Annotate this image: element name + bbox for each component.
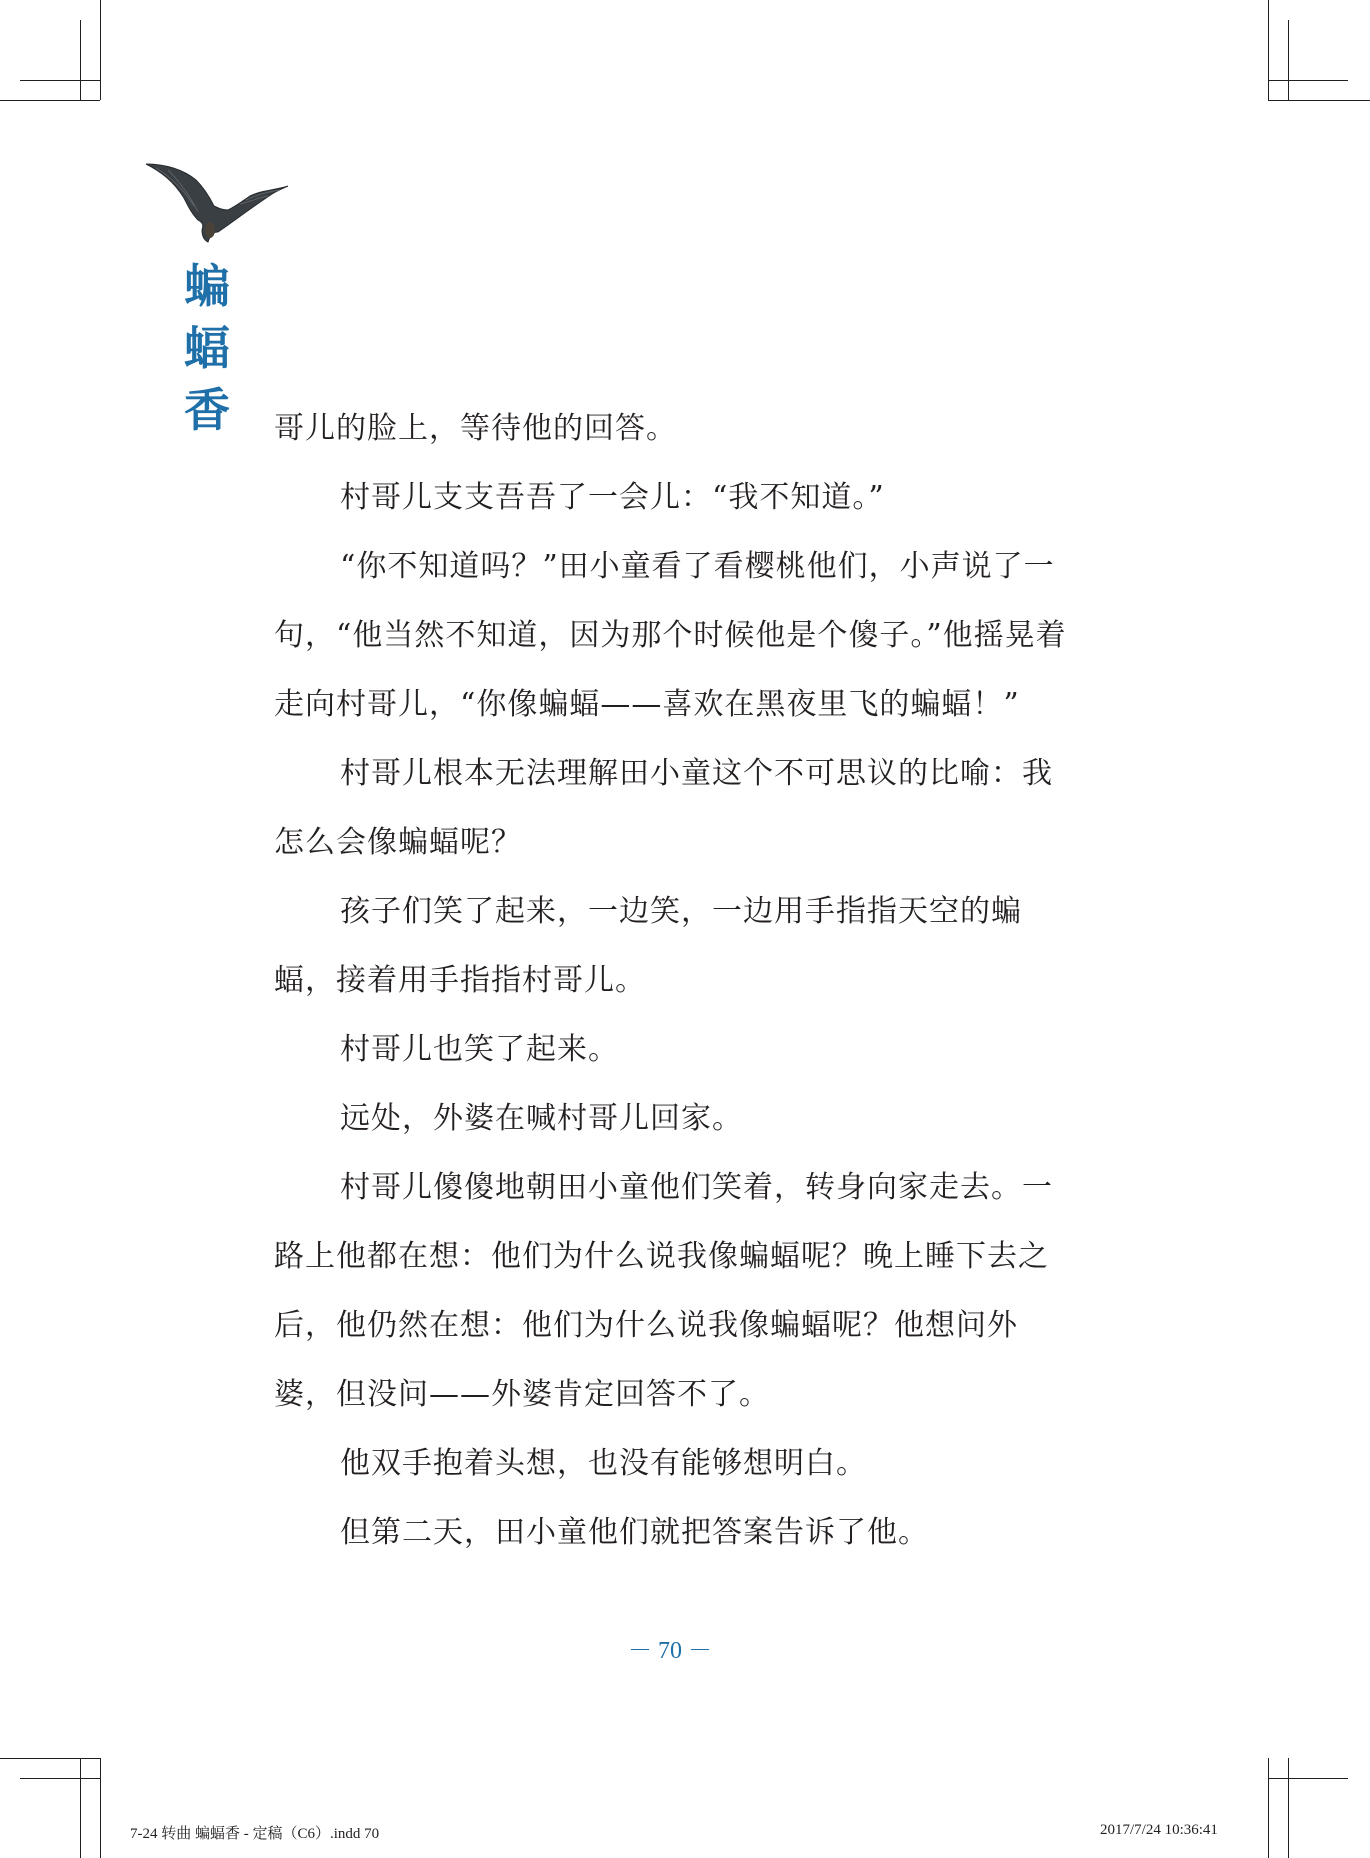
paragraph: 远处，外婆在喊村哥儿回家。 — [340, 1101, 743, 1136]
crop-mark — [1268, 1758, 1269, 1858]
body-text — [274, 394, 1074, 1567]
title-char: 蝠 — [184, 321, 230, 375]
crop-mark — [1268, 100, 1370, 101]
title-char: 香 — [184, 383, 230, 437]
crop-mark — [1268, 0, 1269, 100]
crop-mark — [20, 80, 100, 81]
chapter-title — [172, 255, 242, 441]
crop-mark — [1268, 80, 1348, 81]
paragraph: 孩子们笑了起来，一边笑，一边用手指指天空的蝙蝠，接着用手指指村哥儿。 — [274, 894, 1022, 998]
paragraph: 村哥儿也笑了起来。 — [340, 1032, 619, 1067]
crop-mark — [20, 1778, 100, 1779]
crop-mark — [100, 0, 101, 100]
paragraph: 哥儿的脸上，等待他的回答。 — [274, 411, 677, 446]
crop-mark — [1288, 20, 1289, 100]
paragraph: 他双手抱着头想，也没有能够想明白。 — [340, 1446, 867, 1481]
file-slug: 7-24 转曲 蝙蝠香 - 定稿（C6）.indd 70 — [130, 1826, 380, 1842]
timestamp-slug: 2017/7/24 10:36:41 — [1100, 1822, 1218, 1838]
paragraph: 村哥儿根本无法理解田小童这个不可思议的比喻：我怎么会像蝙蝠呢？ — [274, 756, 1053, 860]
crop-mark — [1288, 1758, 1289, 1858]
crop-mark — [1268, 1778, 1348, 1779]
crop-mark — [0, 1758, 100, 1759]
paragraph: 村哥儿傻傻地朝田小童他们笑着，转身向家走去。一路上他都在想：他们为什么说我像蝙蝠呢？晚上睡下去之后，他仍然在想：他们为什么说我像蝙蝠呢？他想问外婆，但没问——外婆肯定回答不了。 — [274, 1170, 1053, 1412]
paragraph: “你不知道吗？”田小童看了看樱桃他们，小声说了一句，“他当然不知道，因为那个时候他是个傻子。”他摇晃着走向村哥儿，“你像蝙蝠——喜欢在黑夜里飞的蝙蝠！” — [274, 549, 1067, 722]
page-number: － 70 － — [628, 1638, 712, 1664]
title-char: 蝙 — [184, 259, 230, 313]
crop-mark — [100, 1758, 101, 1858]
crop-mark — [0, 100, 100, 101]
bat-icon — [144, 150, 290, 255]
crop-mark — [80, 1758, 81, 1858]
paragraph: 但第二天，田小童他们就把答案告诉了他。 — [340, 1515, 929, 1550]
crop-mark — [80, 20, 81, 100]
paragraph: 村哥儿支支吾吾了一会儿：“我不知道。” — [340, 480, 885, 515]
